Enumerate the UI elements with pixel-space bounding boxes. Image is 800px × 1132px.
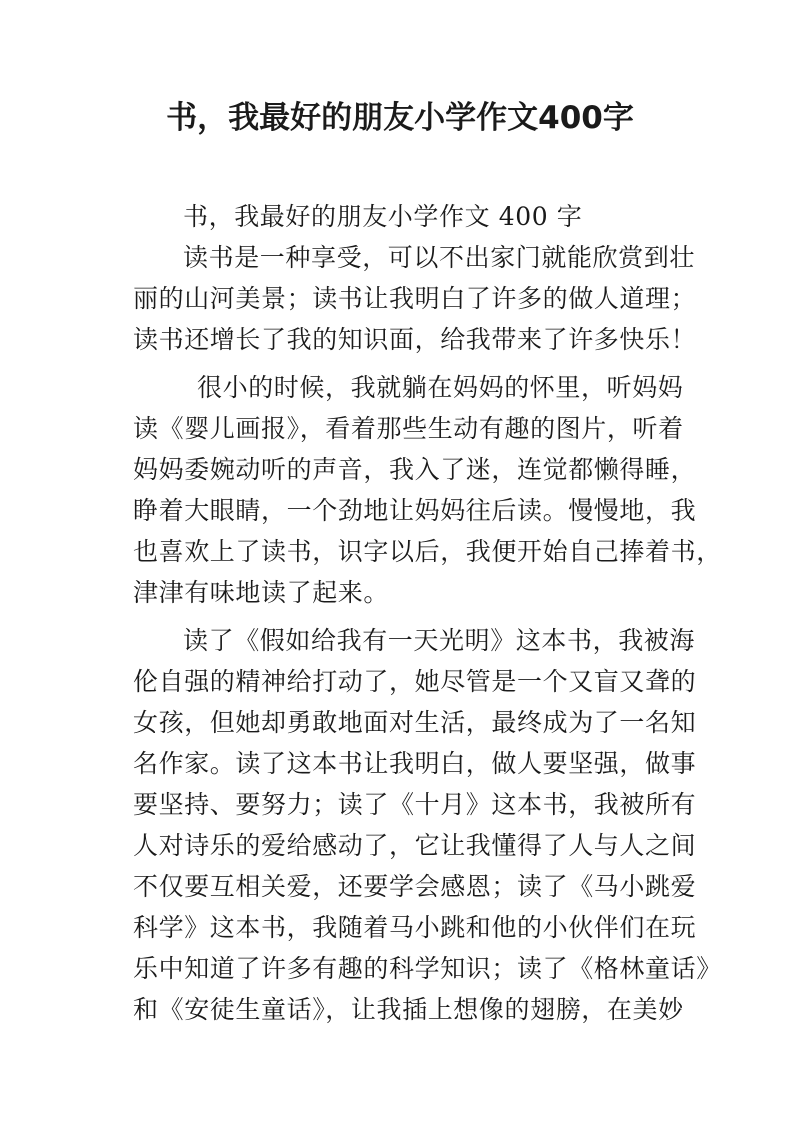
paragraph-line: 名作家。读了这本书让我明白，做人要坚强，做事 <box>133 749 697 778</box>
paragraph-line: 也喜欢上了读书，识字以后，我便开始自己捧着书， <box>133 537 722 566</box>
paragraph-line: 很小的时候，我就躺在妈妈的怀里，听妈妈 <box>197 373 684 402</box>
paragraph-line: 丽的山河美景；读书让我明白了许多的做人道理； <box>133 284 697 313</box>
paragraph-line: 科学》这本书，我随着马小跳和他的小伙伴们在玩 <box>133 913 697 942</box>
paragraph-line: 要坚持、要努力；读了《十月》这本书，我被所有 <box>133 790 697 819</box>
page-title: 书，我最好的朋友小学作文400字 <box>166 100 634 136</box>
paragraph-line: 乐中知道了许多有趣的科学知识；读了《格林童话》 <box>133 954 722 983</box>
paragraph-line: 读书是一种享受，可以不出家门就能欣赏到壮 <box>183 243 696 272</box>
paragraph-line: 和《安徒生童话》，让我插上想像的翅膀，在美妙 <box>133 995 684 1024</box>
paragraph-line: 女孩，但她却勇敢地面对生活，最终成为了一名知 <box>133 708 697 737</box>
paragraph-line: 妈妈委婉动听的声音，我入了迷，连觉都懒得睡， <box>133 455 697 484</box>
paragraph-line: 读书还增长了我的知识面，给我带来了许多快乐！ <box>133 325 697 354</box>
paragraph-line: 不仅要互相关爱，还要学会感恩；读了《马小跳爱 <box>133 872 697 901</box>
paragraph-line: 读《婴儿画报》，看着那些生动有趣的图片，听着 <box>133 414 684 443</box>
article-body <box>133 196 722 1030</box>
paragraph-line: 人对诗乐的爱给感动了，它让我懂得了人与人之间 <box>133 831 697 860</box>
paragraph-line: 睁着大眼睛，一个劲地让妈妈往后读。慢慢地，我 <box>133 496 697 525</box>
paragraph-line: 读了《假如给我有一天光明》这本书，我被海 <box>183 626 696 655</box>
paragraph-line: 伦自强的精神给打动了，她尽管是一个又盲又聋的 <box>133 667 697 696</box>
subtitle-line: 书，我最好的朋友小学作文 400 字 <box>183 202 583 231</box>
paragraph-line: 津津有味地读了起来。 <box>133 578 390 607</box>
